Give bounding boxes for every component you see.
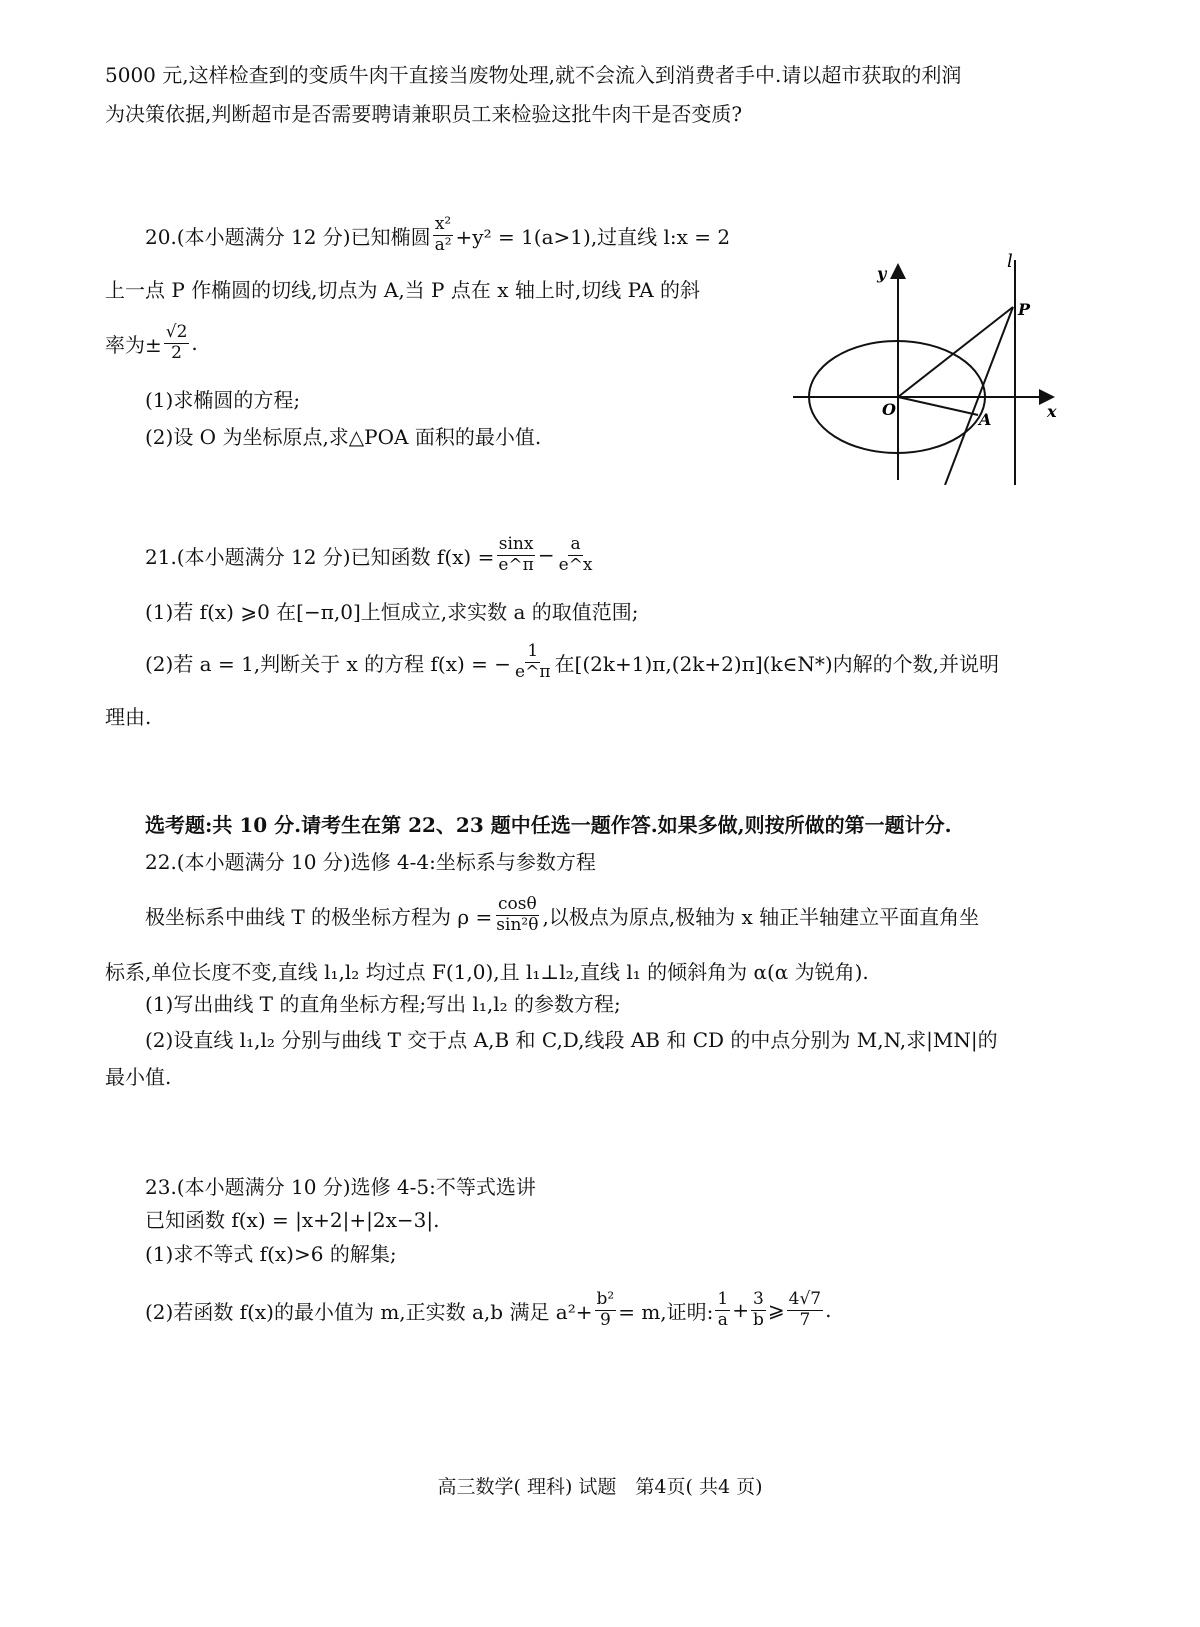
label-y: y	[877, 264, 887, 283]
fraction	[433, 215, 454, 255]
fraction-denominator: e^π	[515, 661, 551, 682]
text-segment: ,以极点为原点,极轴为 x 轴正半轴建立平面直角坐	[542, 904, 980, 929]
fraction-denominator: 9	[599, 1309, 611, 1330]
text-segment: 在[(2k+1)π,(2k+2)π](k∈N*)内解的个数,并说明	[554, 651, 1000, 676]
text-line	[145, 405, 541, 465]
text-segment: (2)若函数 f(x)的最小值为 m,正实数 a,b 满足 a²+	[145, 1299, 593, 1324]
ellipse-diagram	[785, 245, 1065, 485]
text-segment: 5000 元,这样检查到的变质牛肉干直接当废物处理,就不会流入到消费者手中.请以超市获取的利润	[105, 62, 962, 87]
fraction-denominator: sin²θ	[496, 914, 539, 935]
text-segment: (1)写出曲线 T 的直角坐标方程;写出 l₁,l₂ 的参数方程;	[145, 991, 621, 1016]
fraction	[496, 535, 535, 575]
fraction	[494, 895, 540, 935]
fraction-numerator: 1	[717, 1288, 729, 1309]
fraction	[164, 323, 190, 363]
fraction-denominator: e^π	[498, 554, 534, 575]
fraction-numerator: 4√7	[788, 1288, 822, 1309]
fraction	[513, 642, 552, 682]
text-line	[105, 82, 742, 142]
label-x: x	[1047, 402, 1057, 421]
fraction-numerator: sinx	[498, 533, 534, 554]
fraction	[751, 1290, 766, 1330]
text-segment: 20.(本小题满分 12 分)已知椭圆	[145, 224, 431, 249]
fraction-denominator: a²	[434, 234, 452, 255]
text-line	[105, 258, 700, 318]
fraction-denominator: 2	[171, 342, 182, 363]
text-line	[145, 205, 730, 265]
fraction-numerator: cosθ	[498, 893, 537, 914]
text-line	[105, 313, 198, 373]
text-segment: 率为±	[105, 332, 162, 357]
fraction-numerator: b²	[596, 1288, 615, 1309]
text-segment: +y² = 1(a>1),过直线 l:x = 2	[455, 224, 731, 249]
fraction-numerator: 1	[527, 640, 539, 661]
text-segment: 已知函数 f(x) = |x+2|+|2x−3|.	[145, 1207, 440, 1232]
text-line	[145, 580, 639, 640]
fraction-numerator: x²	[434, 213, 452, 234]
fraction-denominator: a	[717, 1309, 728, 1330]
text-line	[145, 632, 999, 692]
text-segment: (2)设直线 l₁,l₂ 分别与曲线 T 交于点 A,B 和 C,D,线段 AB 和 CD 的中点分别为 M,N,求|MN|的	[145, 1027, 998, 1052]
text-segment: .	[825, 1298, 832, 1322]
text-segment: (1)若 f(x) ⩾0 在[−π,0]上恒成立,求实数 a 的取值范围;	[145, 599, 639, 624]
text-line	[145, 1008, 998, 1068]
text-line	[105, 685, 151, 745]
text-segment: 最小值.	[105, 1064, 172, 1089]
text-segment: 极坐标系中曲线 T 的极坐标方程为 ρ =	[145, 904, 493, 929]
label-A: A	[979, 410, 992, 429]
fraction-denominator: e^x	[558, 554, 593, 575]
fraction-denominator: b	[753, 1309, 764, 1330]
text-segment: 22.(本小题满分 10 分)选修 4-4:坐标系与参数方程	[145, 849, 596, 874]
text-segment: 23.(本小题满分 10 分)选修 4-5:不等式选讲	[145, 1174, 536, 1199]
fraction-numerator: a	[570, 533, 581, 554]
text-segment: −	[537, 543, 555, 567]
label-O: O	[882, 400, 896, 419]
text-segment: (1)求不等式 f(x)>6 的解集;	[145, 1241, 397, 1266]
fraction-numerator: √2	[165, 321, 188, 342]
text-segment: 标系,单位长度不变,直线 l₁,l₂ 均过点 F(1,0),且 l₁⊥l₂,直线 l₁ 的倾斜角为 α(α 为锐角).	[105, 959, 869, 984]
text-line	[145, 1222, 397, 1282]
fraction-denominator: 7	[799, 1309, 811, 1330]
segment-OA	[898, 397, 978, 415]
text-segment: (1)求椭圆的方程;	[145, 387, 301, 412]
text-segment: = m,证明:	[618, 1299, 714, 1324]
text-segment: ⩾	[767, 1298, 785, 1322]
text-line	[145, 525, 597, 585]
text-segment: 上一点 P 作椭圆的切线,切点为 A,当 P 点在 x 轴上时,切线 PA 的斜	[105, 277, 700, 302]
text-segment: +	[732, 1298, 749, 1322]
fraction	[557, 535, 595, 575]
fraction	[787, 1290, 823, 1330]
fraction	[595, 1290, 617, 1330]
text-segment: 选考题:共 10 分.请考生在第 22、23 题中任选一题作答.如果多做,则按所做的第一题计分.	[145, 812, 952, 837]
text-line	[145, 1280, 831, 1340]
label-l: l	[1007, 251, 1013, 272]
fraction-numerator: 3	[753, 1288, 764, 1309]
text-line	[105, 1045, 171, 1105]
text-segment: (2)设 O 为坐标原点,求△POA 面积的最小值.	[145, 424, 542, 449]
label-P: P	[1018, 300, 1031, 319]
page-footer: 高三数学( 理科) 试题 第4页( 共4 页)	[437, 1476, 763, 1498]
text-segment: .	[191, 331, 198, 355]
text-segment: 21.(本小题满分 12 分)已知函数 f(x) =	[145, 544, 495, 569]
text-segment: 理由.	[105, 704, 152, 729]
text-segment: 为决策依据,判断超市是否需要聘请兼职员工来检验这批牛肉干是否变质?	[105, 101, 743, 126]
text-line	[145, 885, 979, 945]
text-segment: (2)若 a = 1,判断关于 x 的方程 f(x) = −	[145, 651, 512, 676]
text-line	[145, 830, 596, 890]
fraction	[715, 1290, 730, 1330]
